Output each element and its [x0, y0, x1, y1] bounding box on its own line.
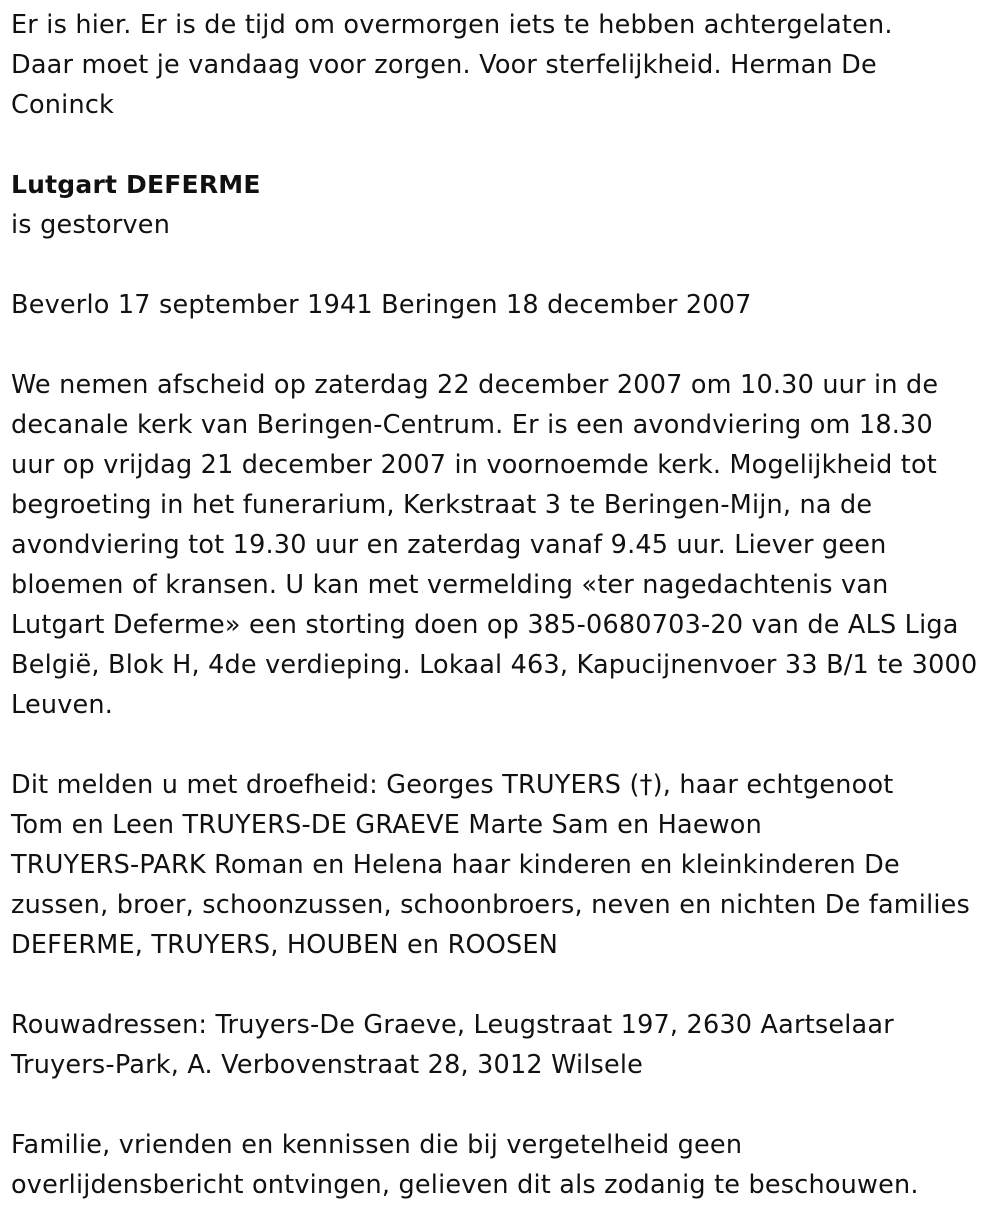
quote-line: Er is hier. Er is de tijd om overmorgen iets te hebben achtergelaten.	[11, 10, 893, 40]
ceremony-line: uur op vrijdag 21 december 2007 in voornoemde kerk. Mogelijkheid tot	[11, 450, 937, 480]
status-text: is gestorven	[11, 210, 171, 240]
closing-line: overlijdensbericht ontvingen, gelieven dit als zodanig te beschouwen.	[11, 1170, 919, 1200]
ceremony-line: We nemen afscheid op zaterdag 22 december 2007 om 10.30 uur in de	[11, 370, 939, 400]
ceremony-line: België, Blok H, 4de verdieping. Lokaal 463, Kapucijnenvoer 33 B/1 te 3000	[11, 650, 978, 680]
family-line: DEFERME, TRUYERS, HOUBEN en ROOSEN	[11, 930, 559, 960]
family-paragraph	[11, 765, 1000, 965]
family-line: TRUYERS-PARK Roman en Helena haar kinderen en kleinkinderen De	[11, 850, 900, 880]
ceremony-line: bloemen of kransen. U kan met vermelding «ter nagedachtenis van	[11, 570, 889, 600]
ceremony-line: decanale kerk van Beringen-Centrum. Er is een avondviering om 18.30	[11, 410, 933, 440]
ceremony-line: begroeting in het funerarium, Kerkstraat 3 te Beringen-Mijn, na de	[11, 490, 873, 520]
ceremony-line: avondviering tot 19.30 uur en zaterdag vanaf 9.45 uur. Liever geen	[11, 530, 887, 560]
dates-line: Beverlo 17 september 1941 Beringen 18 december 2007	[11, 290, 752, 320]
address-line: Rouwadressen: Truyers-De Graeve, Leugstraat 197, 2630 Aartselaar	[11, 1010, 894, 1040]
addresses-paragraph	[11, 1005, 1000, 1085]
dates-paragraph	[11, 285, 1000, 325]
ceremony-paragraph	[11, 365, 1000, 725]
closing-paragraph	[11, 1125, 1000, 1205]
deceased-name: Lutgart DEFERME	[11, 170, 261, 199]
family-line: zussen, broer, schoonzussen, schoonbroers, neven en nichten De families	[11, 890, 971, 920]
quote-paragraph	[11, 5, 1000, 125]
closing-line: Familie, vrienden en kennissen die bij vergetelheid geen	[11, 1130, 743, 1160]
family-line: Tom en Leen TRUYERS-DE GRAEVE Marte Sam en Haewon	[11, 810, 762, 840]
quote-line: Daar moet je vandaag voor zorgen. Voor sterfelijkheid. Herman De	[11, 50, 877, 80]
ceremony-line: Lutgart Deferme» een storting doen op 385-0680703-20 van de ALS Liga	[11, 610, 959, 640]
ceremony-line: Leuven.	[11, 690, 114, 720]
quote-line: Coninck	[11, 90, 115, 120]
family-line: Dit melden u met droefheid: Georges TRUYERS (†), haar echtgenoot	[11, 770, 894, 800]
address-line: Truyers-Park, A. Verbovenstraat 28, 3012 Wilsele	[11, 1050, 644, 1080]
